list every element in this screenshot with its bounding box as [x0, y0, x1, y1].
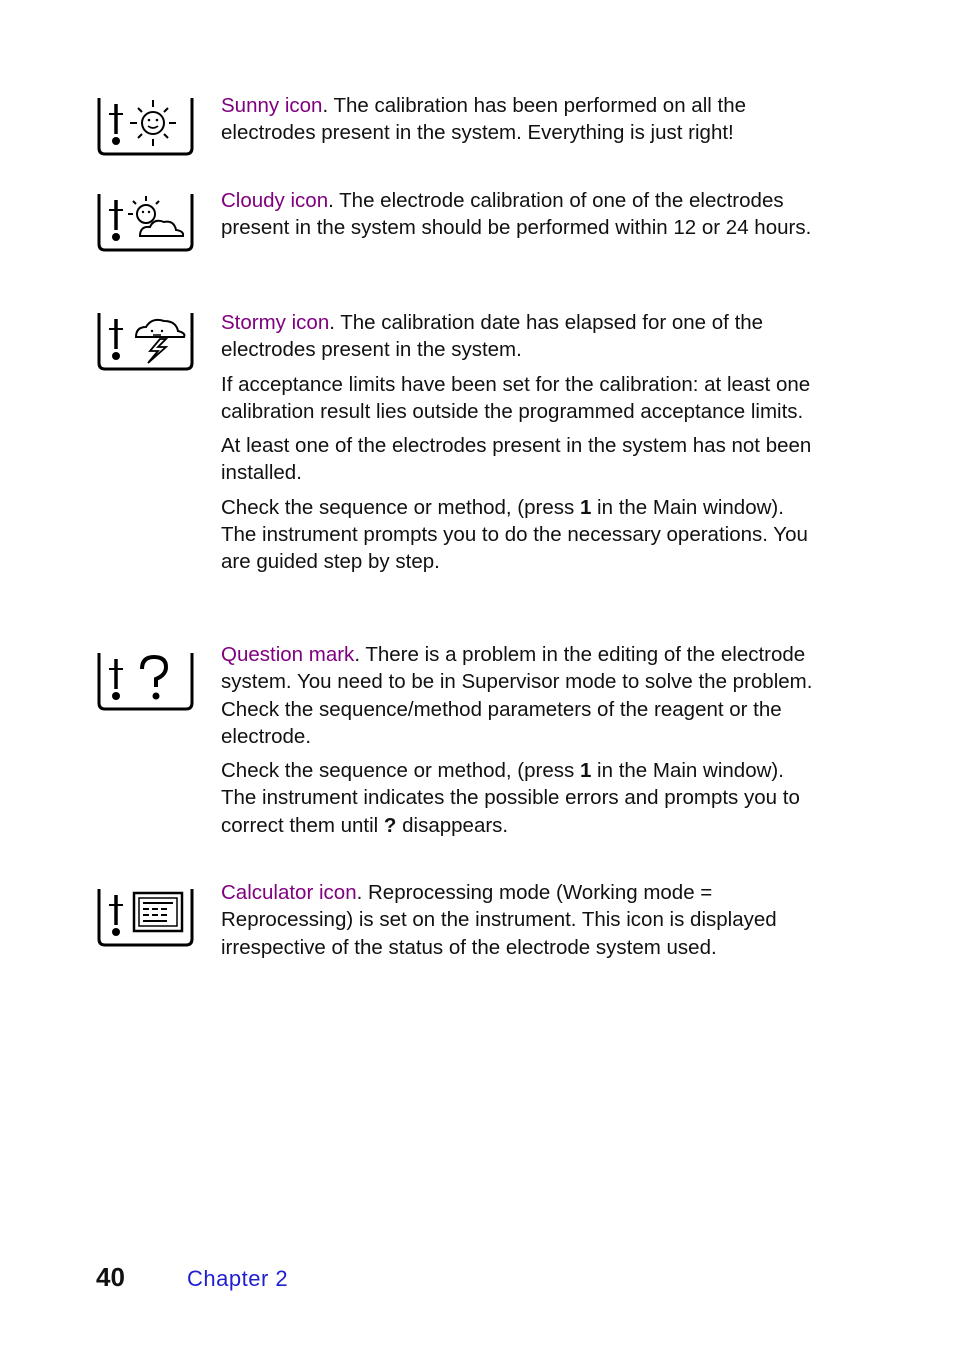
description: . The electrode calibration of one of the electrodes present in the system should be performed within 12 or 24 hours.	[221, 189, 812, 240]
key-label: 1	[579, 495, 592, 519]
check-text: in the Main window). The instrument indicates the possible errors and prompts you to correct them until	[221, 759, 800, 837]
check-text: Check the sequence or method, (press	[221, 495, 580, 519]
term-label: Sunny icon	[221, 94, 323, 117]
description: . There is a problem in the editing of the electrode system. You need to be in Supervisor mode to solve the problem. Check the sequence/method parameters of the reagent or the electrode.	[221, 643, 813, 748]
entry-text	[221, 641, 821, 846]
term-label: Calculator icon	[221, 881, 357, 904]
question-mark-icon	[96, 651, 196, 713]
entry-text	[221, 879, 821, 968]
stormy-icon	[96, 311, 196, 373]
paragraph	[221, 494, 821, 576]
key-label: 1	[579, 759, 592, 783]
term-label: Stormy icon	[221, 311, 330, 334]
check-text: Check the sequence or method, (press	[221, 759, 580, 783]
term-label: Cloudy icon	[221, 189, 329, 212]
description: . The calibration date has elapsed for one of the electrodes present in the system.	[221, 311, 764, 362]
paragraph: If acceptance limits have been set for the calibration: at least one calibration result lies outside the programmed acceptance limits.	[221, 372, 811, 423]
entry-text	[221, 309, 821, 583]
term-label: Question mark	[221, 643, 355, 666]
cloudy-icon	[96, 192, 196, 254]
description: . The calibration has been performed on all the electrodes present in the system. Everything is just right!	[221, 94, 746, 145]
sunny-icon	[96, 96, 196, 158]
page-number: 40	[96, 1262, 125, 1292]
entry-text	[221, 92, 821, 154]
calculator-icon	[96, 887, 196, 949]
check-text: disappears.	[396, 813, 509, 837]
paragraph	[221, 757, 821, 839]
chapter-label: Chapter 2	[187, 1266, 289, 1291]
check-text: in the Main window). The instrument prompts you to do the necessary operations. You are guided step by step.	[221, 495, 808, 574]
entry-text	[221, 187, 821, 249]
key-label: ?	[383, 813, 397, 837]
paragraph: At least one of the electrodes present in the system has not been installed.	[221, 434, 812, 485]
description: . Reprocessing mode (Working mode = Reprocessing) is set on the instrument. This icon is displayed irrespective of the status of the electrode system used.	[221, 881, 777, 959]
